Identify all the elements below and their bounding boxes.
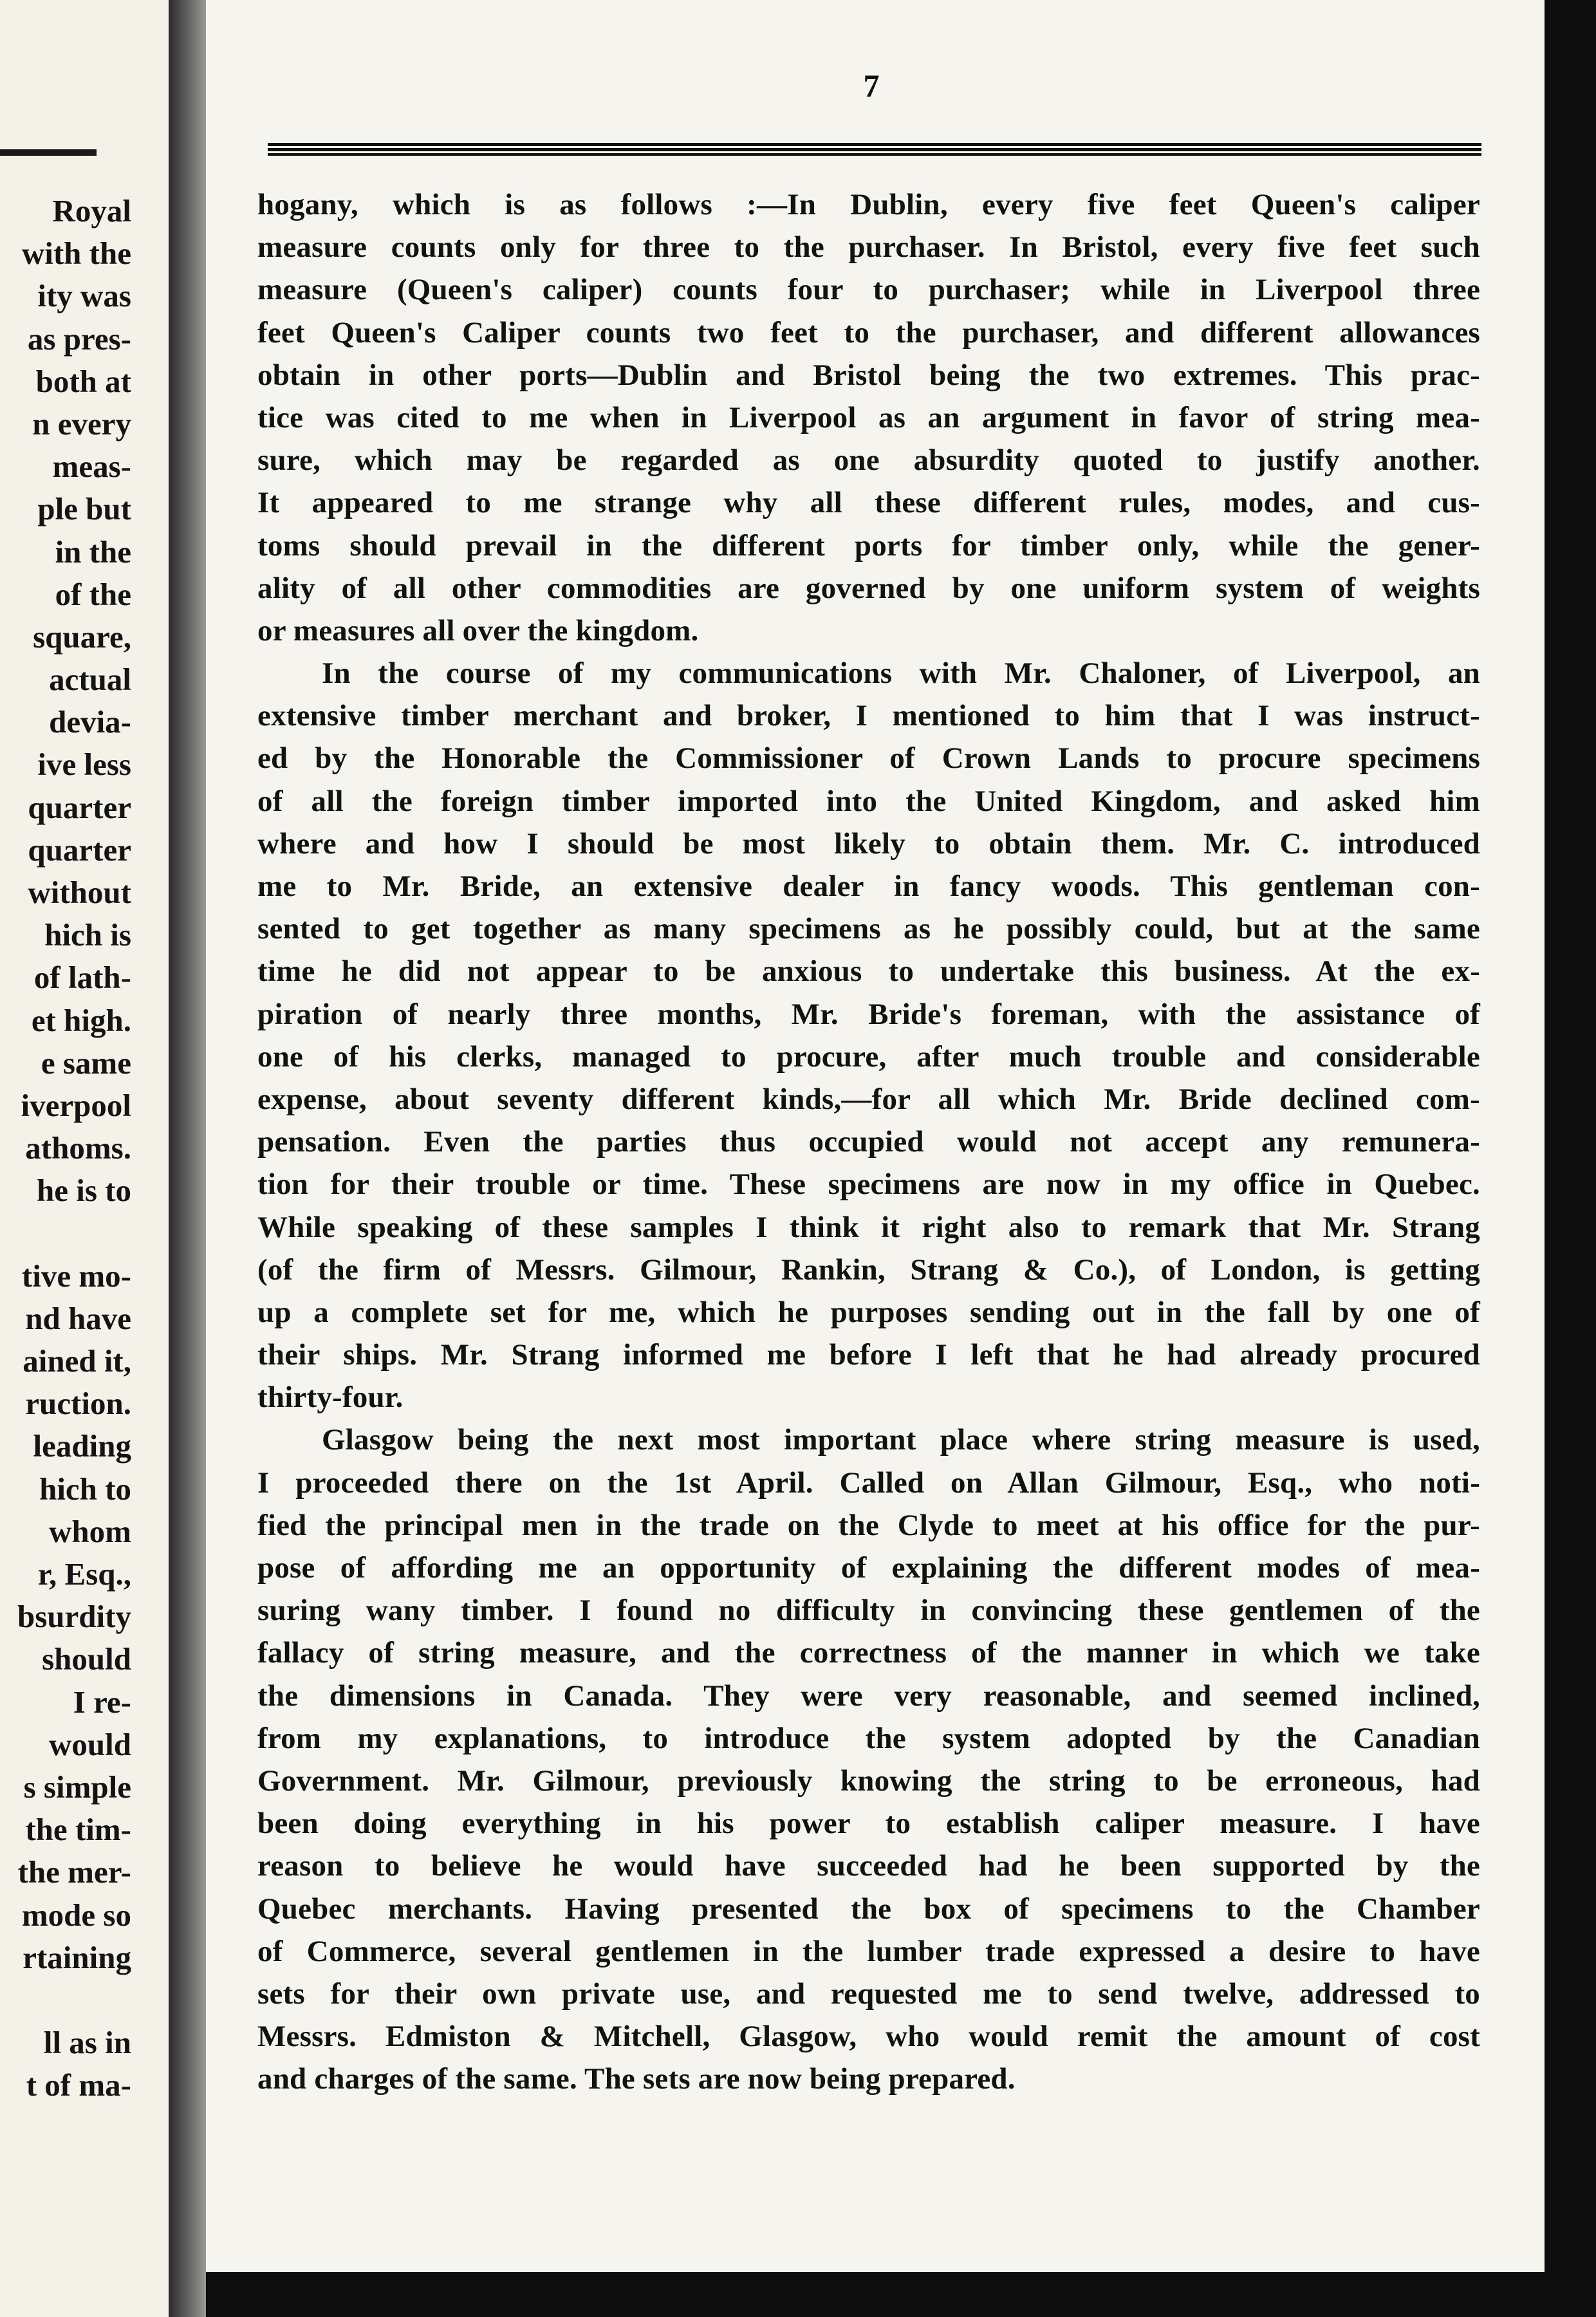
text-line: sented to get together as many specimens as he possibly could, but at the same [257, 912, 1480, 946]
text-line: been doing everything in his power to establish caliper measure. I have [257, 1807, 1480, 1841]
left-page-line: iverpool [21, 1087, 131, 1123]
left-page-line: hich to [39, 1471, 131, 1507]
text-line: measure (Queen's caliper) counts four to purchaser; while in Liverpool three [257, 273, 1480, 307]
left-page-line: leading [33, 1428, 131, 1464]
text-line: toms should prevail in the different ports for timber only, while the gener- [257, 528, 1480, 563]
text-line: fallacy of string measure, and the correctness of the manner in which we take [257, 1636, 1480, 1670]
left-page-line [17, 1213, 131, 1255]
left-page-line: ive less [37, 747, 131, 783]
text-line: obtain in other ports—Dublin and Bristol being the two extremes. This prac- [257, 358, 1480, 392]
left-page-line: actual [49, 662, 131, 698]
text-line: It appeared to me strange why all these different rules, modes, and cus- [257, 486, 1480, 520]
left-page-line: mode so [21, 1897, 131, 1933]
left-page-line: quarter [28, 832, 131, 868]
text-line: hogany, which is as follows :—In Dublin, every five feet Queen's caliper [257, 188, 1480, 221]
left-page-line: of the [55, 576, 131, 612]
left-page-line: square, [33, 619, 131, 655]
text-line: time he did not appear to be anxious to undertake this business. At the ex- [257, 954, 1480, 989]
right-scan-border [1545, 0, 1596, 2317]
left-page-line: in the [55, 534, 131, 570]
text-line: pose of affording me an opportunity of explaining the different modes of mea- [257, 1551, 1480, 1585]
left-page-line: would [48, 1726, 131, 1762]
left-page-line: ruction. [25, 1386, 131, 1422]
left-page-line: the tim- [25, 1812, 131, 1848]
text-line: Glasgow being the next most important place where string measure is used, [322, 1423, 1480, 1457]
text-line: feet Queen's Caliper counts two feet to the purchaser, and different allowances [257, 315, 1480, 349]
left-page-line: s simple [23, 1769, 131, 1805]
text-line: up a complete set for me, which he purposes sending out in the fall by one of [257, 1295, 1480, 1329]
left-page-line: bsurdity [17, 1599, 131, 1635]
text-line: where and how I should be most likely to obtain them. Mr. C. introduced [257, 826, 1480, 861]
text-line: In the course of my communications with Mr. Chaloner, of Liverpool, an [322, 656, 1480, 691]
main-page [206, 0, 1545, 2272]
text-line: Messrs. Edmiston & Mitchell, Glasgow, who would remit the amount of cost [257, 2020, 1480, 2054]
left-page-line: ple but [37, 491, 131, 527]
text-line: and charges of the same. The sets are now being prepared. [257, 2062, 1016, 2096]
left-page-line: ained it, [23, 1343, 131, 1379]
left-page-line: ity was [37, 278, 131, 314]
left-page-line: et high. [31, 1002, 131, 1038]
text-line: of all the foreign timber imported into the United Kingdom, and asked him [257, 784, 1480, 818]
left-page-line: the mer- [17, 1854, 131, 1890]
paragraph [257, 1419, 1480, 2100]
text-line: sure, which may be regarded as one absurdity quoted to justify another. [257, 443, 1480, 478]
text-line: extensive timber merchant and broker, I mentioned to him that I was instruct- [257, 699, 1480, 733]
left-page-line: t of ma- [26, 2067, 131, 2103]
left-page-rule [0, 149, 97, 156]
text-line: (of the firm of Messrs. Gilmour, Rankin, Strang & Co.), of London, is getting [257, 1252, 1480, 1287]
left-page-line: rtaining [23, 1939, 131, 1975]
left-page-line: athoms. [25, 1130, 131, 1166]
text-line: I proceeded there on the 1st April. Called on Allan Gilmour, Esq., who noti- [257, 1466, 1480, 1500]
text-line: thirty-four. [257, 1381, 404, 1415]
text-line: one of his clerks, managed to procure, after much trouble and considerable [257, 1039, 1480, 1074]
left-page-line: r, Esq., [37, 1556, 131, 1592]
text-line: or measures all over the kingdom. [257, 613, 699, 647]
left-page-line: tive mo- [21, 1258, 131, 1294]
left-page-line: without [28, 875, 131, 910]
left-page-line: I re- [73, 1684, 131, 1720]
text-line: While speaking of these samples I think it right also to remark that Mr. Strang [257, 1210, 1480, 1244]
text-line: ed by the Honorable the Commissioner of Crown Lands to procure specimens [257, 741, 1480, 776]
text-line: the dimensions in Canada. They were very reasonable, and seemed inclined, [257, 1679, 1480, 1713]
left-page-line: devia- [49, 704, 131, 740]
left-page-line: hich is [44, 917, 131, 953]
text-line: tion for their trouble or time. These specimens are now in my office in Quebec. [257, 1168, 1480, 1202]
text-line: fied the principal men in the trade on the Clyde to meet at his office for the pur- [257, 1508, 1480, 1542]
left-page-line: with the [21, 236, 131, 272]
left-page-line: n every [32, 405, 131, 442]
text-line: reason to believe he would have succeeded had he been supported by the [257, 1849, 1480, 1883]
binding-gutter [169, 0, 206, 2317]
text-line: of Commerce, several gentlemen in the lumber trade expressed a desire to have [257, 1934, 1480, 1968]
header-rule [268, 143, 1481, 156]
left-facing-page [0, 0, 169, 2317]
page-number: 7 [863, 68, 880, 104]
text-line: Quebec merchants. Having presented the box of specimens to the Chamber [257, 1892, 1480, 1926]
left-page-text [17, 190, 131, 2107]
left-page-line: nd have [25, 1300, 131, 1336]
body-text [257, 183, 1480, 2100]
text-line: measure counts only for three to the purchaser. In Bristol, every five feet such [257, 230, 1480, 265]
text-line: from my explanations, to introduce the system adopted by the Canadian [257, 1721, 1480, 1755]
text-line: suring wany timber. I found no difficulty in convincing these gentlemen of the [257, 1594, 1480, 1628]
text-line: tice was cited to me when in Liverpool as an argument in favor of string mea- [257, 400, 1480, 434]
left-page-line: quarter [28, 789, 131, 825]
text-line: sets for their own private use, and requested me to send twelve, addressed to [257, 1977, 1480, 2011]
text-line: ality of all other commodities are governed by one uniform system of weights [257, 571, 1480, 605]
left-page-line: e same [41, 1045, 131, 1081]
paragraph [257, 652, 1480, 1419]
left-page-line: Royal [52, 193, 131, 228]
text-line: piration of nearly three months, Mr. Bride's foreman, with the assistance of [257, 997, 1480, 1031]
left-page-line [17, 1979, 131, 2022]
paragraph [257, 183, 1480, 652]
text-line: pensation. Even the parties thus occupied would not accept any remunera- [257, 1125, 1480, 1159]
text-line: their ships. Mr. Strang informed me before I left that he had already procured [257, 1338, 1480, 1372]
text-line: expense, about seventy different kinds,—for all which Mr. Bride declined com- [257, 1082, 1480, 1116]
left-page-line: should [42, 1641, 131, 1677]
left-page-line: both at [35, 363, 131, 399]
left-page-line: of lath- [33, 960, 131, 996]
left-page-line: as pres- [27, 321, 131, 357]
left-page-line: meas- [52, 449, 131, 485]
text-line: me to Mr. Bride, an extensive dealer in fancy woods. This gentleman con- [257, 870, 1480, 903]
text-line: Government. Mr. Gilmour, previously knowing the string to be erroneous, had [257, 1763, 1480, 1798]
bottom-scan-border [206, 2272, 1545, 2317]
left-page-line: ll as in [43, 2025, 131, 2061]
left-page-line: whom [49, 1513, 131, 1549]
left-page-line: he is to [37, 1173, 131, 1209]
